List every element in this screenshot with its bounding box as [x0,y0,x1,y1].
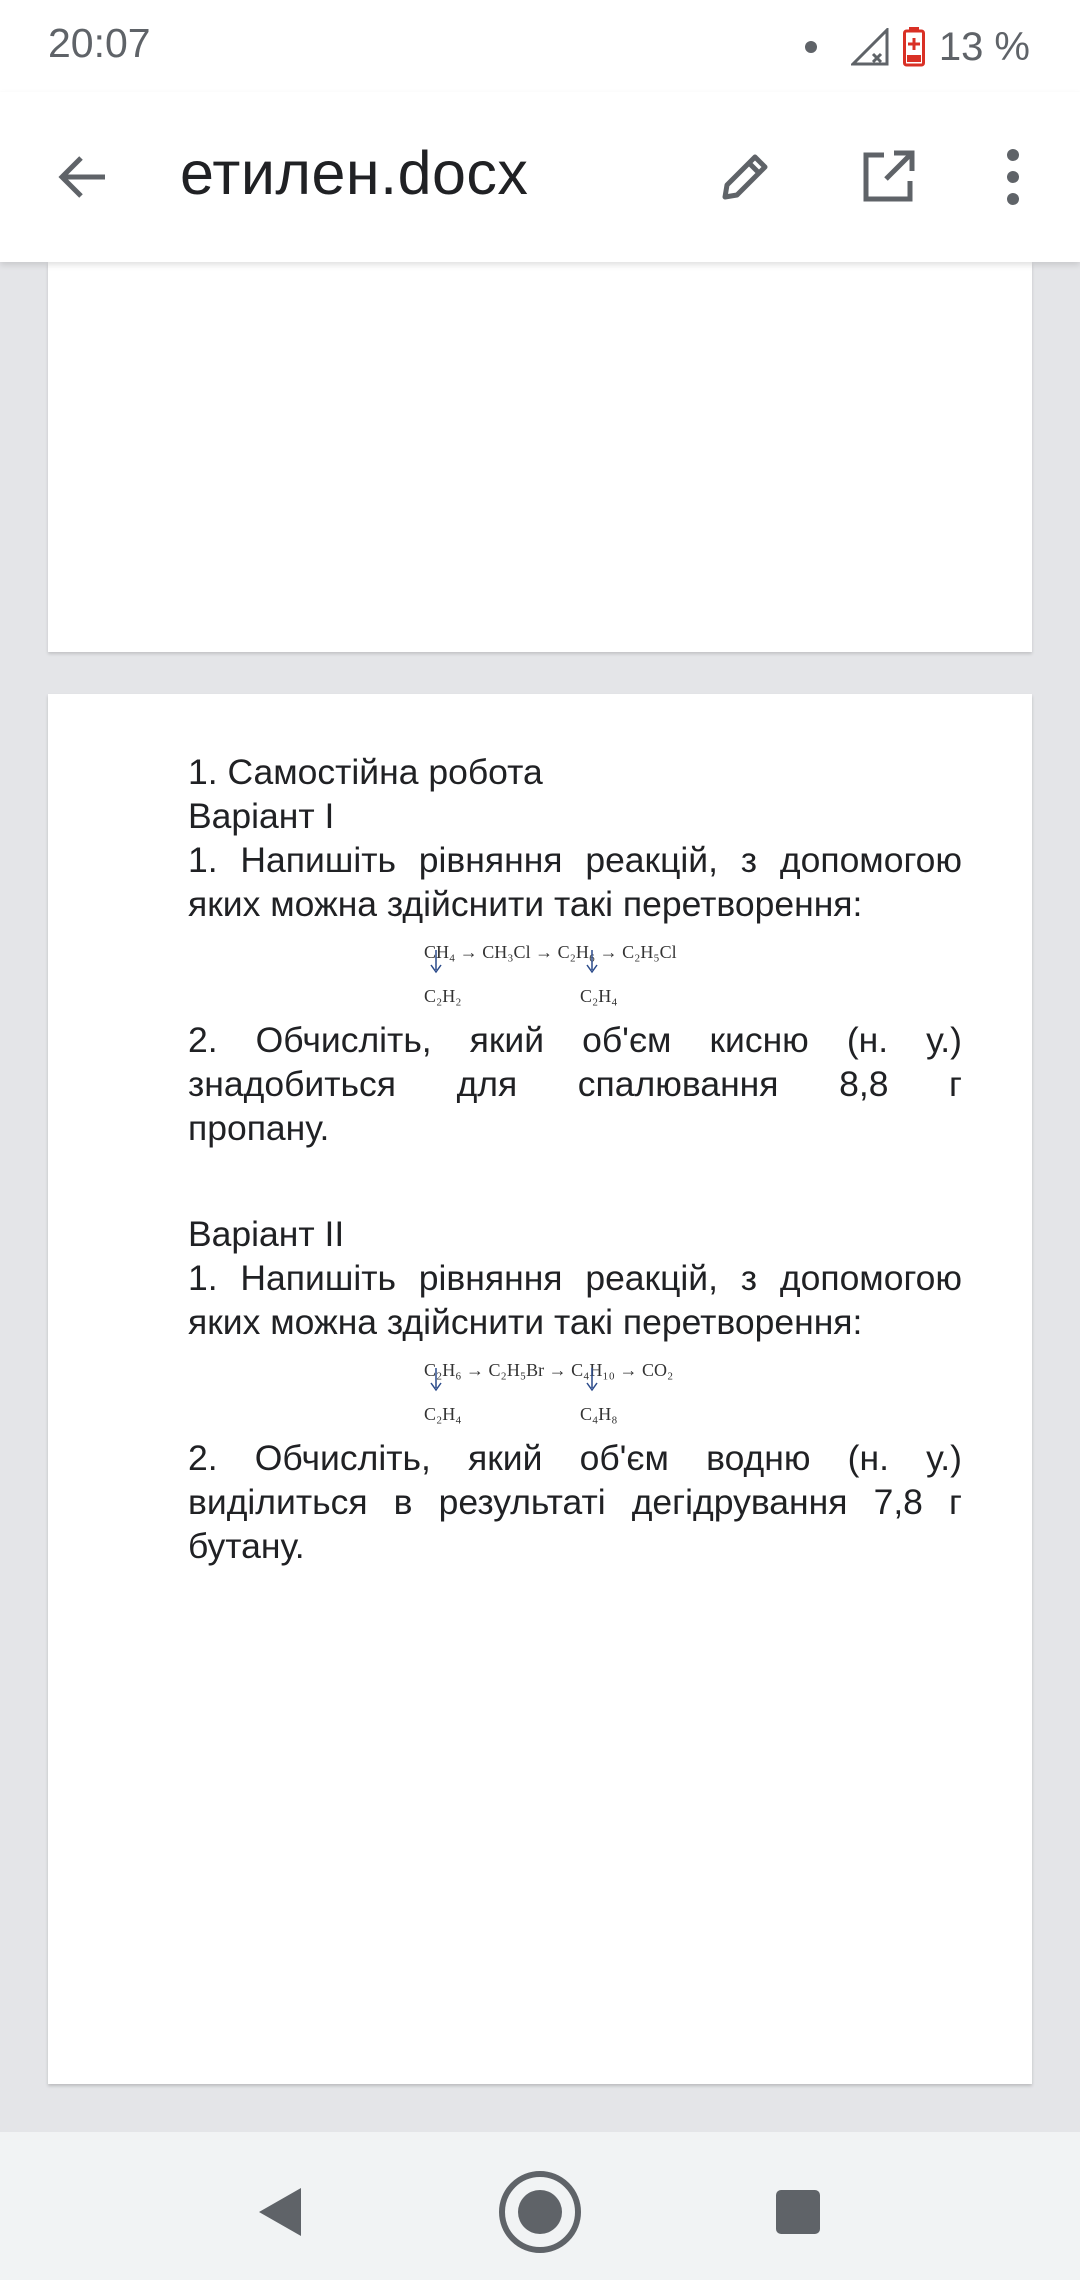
nav-recents-icon [773,2187,823,2237]
arrow-down-icon [428,950,444,974]
variant2-scheme-branch2: C₄H₈ [580,1404,618,1424]
signal-icon [851,28,889,66]
previous-page [48,262,1032,652]
more-vert-icon [1003,147,1023,207]
variant1-task1-line2: яких можна здійснити такі перетворення: [188,884,863,924]
status-icons [805,22,1030,72]
variant2-scheme-branch1: C₂H₄ [424,1404,462,1424]
variant1-scheme-branch1: C₂H₂ [424,986,462,1006]
battery-icon [903,27,925,67]
variant1-scheme-branch2: C₂H₄ [580,986,618,1006]
edit-button[interactable] [700,132,790,222]
heading: 1. Самостійна робота [188,752,543,792]
document-title: етилен.docx [180,139,529,207]
variant2-title: Варіант II [188,1214,345,1254]
spacer [188,1150,962,1212]
variant2-scheme-main: C₂H₆ → C₂H₅Br → C₄H₁₀ → CO₂ [424,1360,674,1380]
variant2-reaction-scheme [188,1348,962,1436]
page-content [188,750,962,1568]
variant1-task2-line1: 2. Обчисліть, який об'єм кисню (н. у.) [188,1020,962,1060]
variant1-task1-line1: 1. Напишіть рівняння реакцій, з допомогою [188,840,962,880]
notification-dot-icon [805,41,817,53]
document-page [48,694,1032,2084]
variant1-task2-line2: знадобиться для спалювання 8,8 г [188,1064,962,1104]
pencil-icon [715,147,775,207]
battery-percent: 13 % [938,24,1030,69]
nav-home-button[interactable] [490,2162,590,2262]
variant1-task2-line3: пропану. [188,1108,330,1148]
status-time: 20:07 [48,20,151,66]
nav-back-button[interactable] [230,2162,330,2262]
variant2-task2-line3: бутану. [188,1526,305,1566]
variant1-reaction-scheme [188,930,962,1018]
arrow-down-icon [584,1368,600,1392]
status-bar [0,0,1080,92]
arrow-down-icon [584,950,600,974]
variant1-scheme-main: CH₄ → CH₃Cl → C₂H₆ → C₂H₅Cl [424,942,677,962]
nav-recents-button[interactable] [748,2162,848,2262]
document-viewer[interactable] [0,262,1080,2132]
arrow-down-icon [428,1368,444,1392]
open-external-icon [858,147,918,207]
nav-back-icon [255,2184,305,2240]
back-button[interactable] [38,132,128,222]
variant2-task2-line1: 2. Обчисліть, який об'єм водню (н. у.) [188,1438,962,1478]
more-options-button[interactable] [968,132,1058,222]
app-bar [0,92,1080,262]
open-external-button[interactable] [843,132,933,222]
nav-home-icon [495,2167,585,2257]
variant2-task2-line2: виділиться в результаті дегідрування 7,8 г [188,1482,962,1522]
variant1-title: Варіант I [188,796,335,836]
arrow-left-icon [55,149,111,205]
navigation-bar [0,2132,1080,2280]
variant2-task1-line2: яких можна здійснити такі перетворення: [188,1302,863,1342]
variant2-task1-line1: 1. Напишіть рівняння реакцій, з допомогою [188,1258,962,1298]
